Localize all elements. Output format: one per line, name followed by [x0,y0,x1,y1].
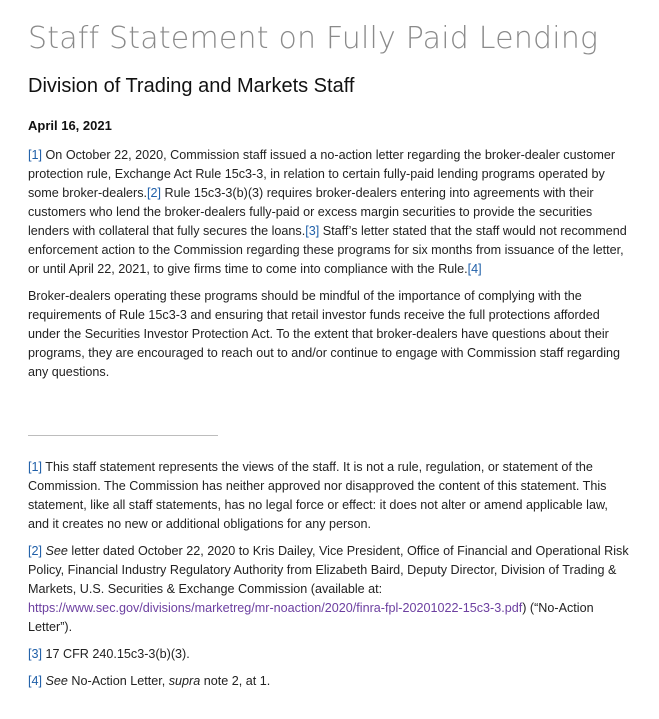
see-signal: See [45,544,68,558]
footnote-ref-2[interactable]: [2] [147,186,162,200]
footnote-ref-1[interactable]: [1] [28,148,43,162]
page-title: Staff Statement on Fully Paid Lending [28,21,599,56]
footnote-backref-1[interactable]: [1] [28,460,43,474]
footnote-text: ) (“No-Action Letter”). [28,601,594,634]
footnote-divider [28,435,218,436]
footnote-backref-3[interactable]: [3] [28,647,43,661]
footnote-text: letter dated October 22, 2020 to Kris Dailey, Vice President, Office of Financial and Operational Risk Policy, Financial Industry Regulatory Authority from Elizabeth Baird, Deputy Director, Division of Trading & Markets, U.S. Securities & Exchange Commission (available at: [28,544,629,596]
body-text: On October 22, 2020, Commission staff issued a no-action letter regarding the broker-dealer customer protection rule, Exchange Act Rule 15c3-3, in relation to certain fully-paid lending programs operated by some broker-dealers. [28,148,616,200]
footnote-ref-4[interactable]: [4] [467,262,482,276]
page-subtitle: Division of Trading and Markets Staff [28,75,355,97]
footnote-text: No-Action Letter, [67,674,169,688]
footnote-text: note 2, at 1. [200,674,271,688]
footnote-3 [28,645,631,664]
body-text: Rule 15c3-3(b)(3) requires broker-dealers entering into agreements with their customers who lend the broker-dealers fully-paid or excess margin securities to provide the securities lenders with collateral that fully secures the loans. [28,186,594,238]
footnote-1 [28,458,631,534]
footnote-backref-4[interactable]: [4] [28,674,43,688]
body-paragraph-1 [28,146,631,279]
publication-date: April 16, 2021 [28,118,112,133]
body-paragraph-2: Broker-dealers operating these programs should be mindful of the importance of complying with the requirements of Rule 15c3-3 and ensuring that retail investor funds receive the full protections afforded under the Securities Investor Protection Act. To the extent that broker-dealers have questions about their programs, they are encouraged to reach out to and/or continue to engage with Commission staff regarding any questions. [28,289,621,379]
see-signal: See [45,674,68,688]
supra-signal: supra [168,674,201,688]
sec-letter-link[interactable]: https://www.sec.gov/divisions/marketreg/mr-noaction/2020/finra-fpl-20201022-15c3-3.pdf [28,601,523,615]
body-text: Staff’s letter stated that the staff would not recommend enforcement action to the Commission regarding these programs for six months from issuance of the letter, or until April 22, 2021, to give firms time to come into compliance with the Rule. [28,224,627,276]
footnote-ref-3[interactable]: [3] [305,224,320,238]
footnote-text: This staff statement represents the views of the staff. It is not a rule, regulation, or statement of the Commission. The Commission has neither approved nor disapproved the content of this statement. This statement, like all staff statements, has no legal force or effect: it does not alter or amend applicable law, and it creates no new or additional obligations for any person. [28,460,608,531]
footnote-2 [28,542,631,637]
footnote-backref-2[interactable]: [2] [28,544,43,558]
footnote-text: 17 CFR 240.15c3-3(b)(3). [42,647,190,661]
footnote-4 [28,672,631,691]
